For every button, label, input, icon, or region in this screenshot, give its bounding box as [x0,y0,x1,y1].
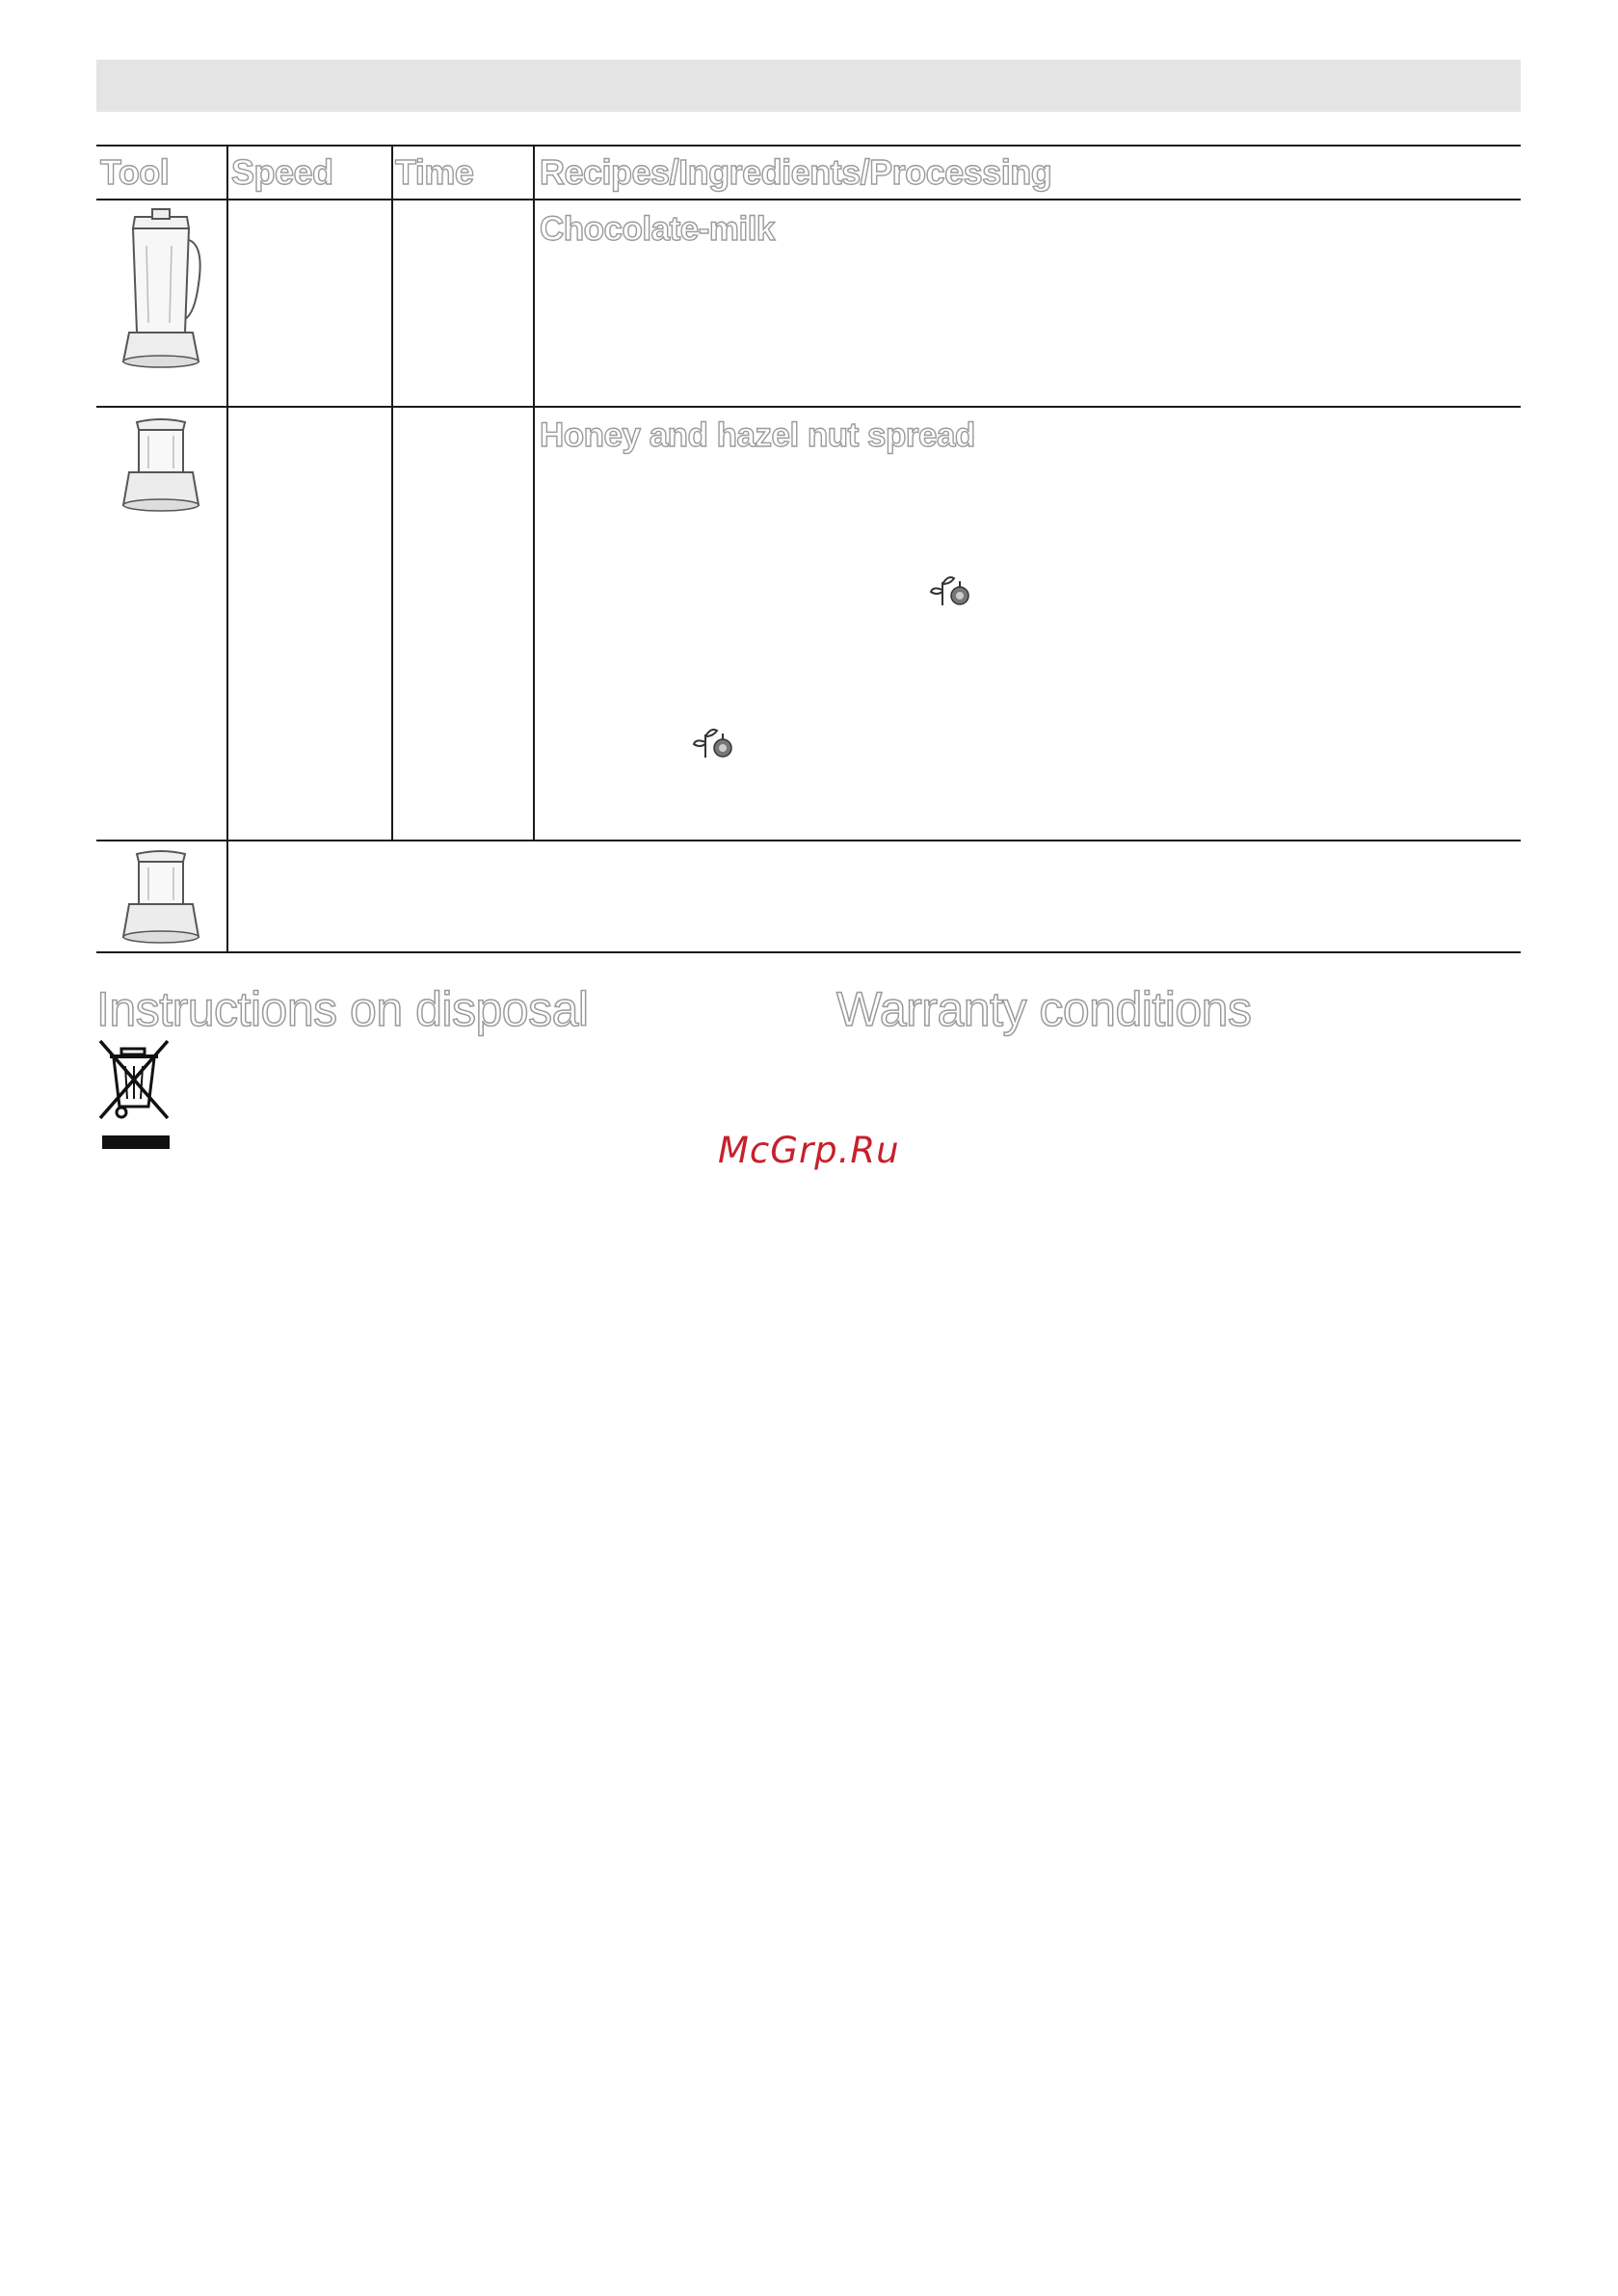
column-header-recipes: Recipes/Ingredients/Processing [540,152,1052,192]
column-divider-speed [391,145,393,841]
column-divider-tool [226,145,228,952]
herb-onion-icon [690,725,738,760]
table-top-rule [96,145,1521,147]
header-band [96,60,1521,112]
herb-onion-icon [927,573,975,607]
warranty-heading: Warranty conditions [836,982,1252,1036]
row-divider-2 [96,840,1521,841]
recipe-title: Honey and hazel nut spread [540,416,975,454]
disposal-heading: Instructions on disposal [96,982,589,1036]
table-header-rule [96,199,1521,200]
crossed-out-bin-icon [96,1039,177,1153]
row-divider-1 [96,406,1521,408]
column-header-time: Time [395,152,474,192]
table-bottom-rule [96,951,1521,953]
blender-jug-icon [114,207,208,371]
mini-chopper-icon [119,416,202,517]
watermark: McGrp.Ru [718,1130,900,1171]
recipe-title: Chocolate-milk [540,210,775,248]
column-header-tool: Tool [100,152,170,192]
column-header-speed: Speed [231,152,333,192]
mini-chopper-icon [119,848,202,948]
column-divider-time [533,145,535,841]
